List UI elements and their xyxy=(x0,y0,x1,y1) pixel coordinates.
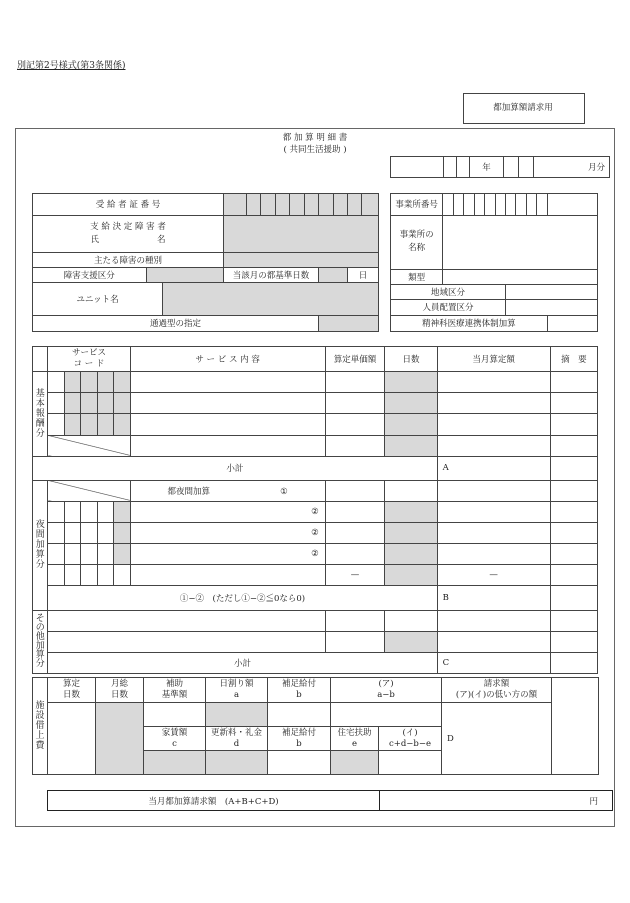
unit-price-cell[interactable] xyxy=(325,501,385,522)
aid-header xyxy=(144,678,206,703)
digit-cell[interactable] xyxy=(495,194,505,216)
type-label: 類型 xyxy=(391,269,443,284)
note-cell[interactable] xyxy=(550,372,597,393)
circle-1: ① xyxy=(280,486,288,497)
service-content-cell[interactable] xyxy=(48,610,325,631)
facility-table xyxy=(32,677,599,775)
daily-field[interactable] xyxy=(206,703,268,727)
digit-cell[interactable] xyxy=(347,194,361,216)
standard-days-field[interactable] xyxy=(319,268,348,283)
note-cell[interactable] xyxy=(550,565,597,586)
code-cell[interactable] xyxy=(114,501,130,522)
decided-person-text: 支 給 決 定 障 害 者 xyxy=(90,221,166,232)
digit-cell[interactable] xyxy=(485,194,495,216)
code-cell[interactable] xyxy=(81,565,97,586)
service-content-cell[interactable] xyxy=(130,435,325,456)
note-header: 摘 要 xyxy=(550,347,597,372)
month-label: 月分 xyxy=(534,157,610,178)
office-name-line-2: 名称 xyxy=(408,243,426,254)
rent-header xyxy=(144,727,206,751)
digit-cell[interactable] xyxy=(526,194,536,216)
digit-cell[interactable] xyxy=(275,194,289,216)
year-label: 年 xyxy=(470,157,504,178)
code-cell[interactable] xyxy=(48,523,64,544)
service-content-header: サ ー ビ ス 内 容 xyxy=(130,347,325,372)
code-cell[interactable] xyxy=(81,523,97,544)
days-cell[interactable] xyxy=(385,435,437,456)
other-section-label: そ の 他 加 算 分 xyxy=(33,610,48,673)
recipient-info-table xyxy=(32,193,379,332)
support-category-label: 障害支援区分 xyxy=(33,268,147,283)
digit-cell[interactable] xyxy=(246,194,260,216)
note-cell[interactable] xyxy=(550,652,597,673)
commuting-field[interactable] xyxy=(319,315,379,331)
a-header xyxy=(331,678,442,703)
digit-cell[interactable] xyxy=(464,194,474,216)
aid-line-2: 基準額 xyxy=(161,690,188,700)
basic-subtotal-mark: A xyxy=(437,456,550,480)
psych-field[interactable] xyxy=(547,315,597,331)
unit-price-cell[interactable] xyxy=(325,414,385,435)
code-cell[interactable] xyxy=(81,372,97,393)
amount-cell[interactable] xyxy=(437,435,550,456)
service-content-cell[interactable] xyxy=(130,565,325,586)
supp2-field[interactable] xyxy=(268,751,331,775)
unit-price-cell[interactable] xyxy=(325,631,385,652)
code-cell[interactable] xyxy=(114,523,130,544)
supp-line-1: 補足給付 xyxy=(281,679,316,689)
code-cell[interactable] xyxy=(64,501,80,522)
circle-2: ② xyxy=(130,523,325,544)
region-field[interactable] xyxy=(505,284,597,299)
name-char-2: 名 xyxy=(157,234,166,245)
code-cell[interactable] xyxy=(114,372,130,393)
form-subtitle: ( 共同生活援助 ) xyxy=(283,145,347,155)
days-header: 日数 xyxy=(385,347,437,372)
service-content-cell[interactable] xyxy=(130,393,325,414)
housing-line-2: e xyxy=(351,738,358,749)
i-header xyxy=(379,727,442,751)
office-name-field[interactable] xyxy=(443,215,598,269)
renew-field[interactable] xyxy=(206,751,268,775)
claim-line-2: (ア)(イ)の低い方の額 xyxy=(455,690,538,700)
digit-cell[interactable] xyxy=(537,194,547,216)
supp2-line-2: b xyxy=(296,738,302,749)
unit-price-cell[interactable] xyxy=(325,393,385,414)
amount-cell[interactable] xyxy=(437,523,550,544)
stamp-label: 都加算額請求用 xyxy=(493,103,553,113)
daily-header xyxy=(206,678,268,703)
code-cell[interactable] xyxy=(48,414,64,435)
supp2-header xyxy=(268,727,331,751)
total-label: 当月都加算請求額 (A+B+C+D) xyxy=(48,791,380,811)
night-item-label: 都夜間加算 xyxy=(167,486,211,497)
basic-section-label: 基 本 報 酬 分 xyxy=(33,372,48,457)
total-days-field[interactable] xyxy=(96,703,144,775)
yen-unit: 円 xyxy=(589,796,598,807)
main-disability-field[interactable] xyxy=(224,253,379,268)
date-cell[interactable] xyxy=(504,157,519,178)
code-cell[interactable] xyxy=(97,393,113,414)
office-name-line-1: 事業所の xyxy=(399,230,434,241)
a-line-2: a−b xyxy=(377,690,395,700)
digit-cell[interactable] xyxy=(290,194,304,216)
day-unit: 日 xyxy=(347,268,378,283)
staffing-label: 人員配置区分 xyxy=(391,300,506,315)
facility-section-label: 施 設 借 上 費 xyxy=(33,678,48,775)
days-cell[interactable] xyxy=(385,631,437,652)
service-content-cell[interactable] xyxy=(130,414,325,435)
type-field[interactable] xyxy=(443,269,598,284)
amount-cell[interactable] xyxy=(437,631,550,652)
days-cell[interactable] xyxy=(385,544,437,565)
total-amount-field[interactable] xyxy=(380,791,613,811)
code-cell[interactable] xyxy=(64,414,80,435)
total-days-line-2: 日数 xyxy=(110,690,128,700)
night-formula: ①−② (ただし①−②≦0なら0) xyxy=(48,586,437,610)
note-cell[interactable] xyxy=(552,678,599,775)
basic-subtotal-label: 小計 xyxy=(33,456,438,480)
office-no-label: 事業所番号 xyxy=(391,194,443,216)
amount-cell[interactable] xyxy=(437,480,550,501)
claim-header xyxy=(442,678,552,703)
rent-line-2: c xyxy=(172,738,177,749)
digit-cell[interactable] xyxy=(333,194,347,216)
name-char-1: 氏 xyxy=(90,234,100,245)
diagonal-cell xyxy=(48,435,130,456)
note-cell[interactable] xyxy=(550,523,597,544)
code-cell[interactable] xyxy=(48,565,64,586)
night-section-label: 夜 間 加 算 分 xyxy=(33,480,48,610)
renew-header xyxy=(206,727,268,751)
housing-header xyxy=(331,727,379,751)
support-category-field[interactable] xyxy=(146,268,223,283)
calc-days-line-2: 日数 xyxy=(62,690,80,700)
office-info-table xyxy=(390,193,598,332)
code-cell[interactable] xyxy=(114,565,130,586)
rent-line-1: 家賃額 xyxy=(161,727,188,738)
date-cell[interactable] xyxy=(444,157,457,178)
staffing-field[interactable] xyxy=(505,300,597,315)
code-cell[interactable] xyxy=(114,414,130,435)
date-cell[interactable] xyxy=(519,157,534,178)
unit-price-cell[interactable] xyxy=(325,523,385,544)
total-days-header xyxy=(96,678,144,703)
service-content-cell[interactable] xyxy=(130,372,325,393)
note-cell[interactable] xyxy=(550,501,597,522)
unit-name-field[interactable] xyxy=(163,283,379,315)
days-cell[interactable] xyxy=(385,610,437,631)
person-name-field[interactable] xyxy=(224,215,379,253)
a-line-1: (ア) xyxy=(378,679,394,689)
recipient-no-label: 受 給 者 証 番 号 xyxy=(33,194,224,216)
office-name-label xyxy=(391,215,443,269)
code-cell[interactable] xyxy=(48,501,64,522)
unit-price-header: 算定単価額 xyxy=(325,347,385,372)
code-cell[interactable] xyxy=(97,372,113,393)
name-label xyxy=(33,234,223,247)
amount-cell[interactable] xyxy=(437,610,550,631)
night-subtotal-mark: B xyxy=(437,586,550,610)
code-cell[interactable] xyxy=(97,565,113,586)
calc-days-line-1: 算定 xyxy=(62,679,80,689)
other-subtotal-mark: C xyxy=(437,652,550,673)
days-cell[interactable] xyxy=(385,480,437,501)
code-cell[interactable] xyxy=(81,393,97,414)
digit-cell[interactable] xyxy=(261,194,275,216)
unit-price-cell[interactable] xyxy=(325,480,385,501)
i-field[interactable] xyxy=(379,751,442,775)
date-cell[interactable] xyxy=(457,157,470,178)
code-cell[interactable] xyxy=(48,372,64,393)
digit-cell[interactable] xyxy=(224,194,247,216)
digit-cell[interactable] xyxy=(362,194,379,216)
supp-field[interactable] xyxy=(268,703,331,727)
claim-line-1: 請求額 xyxy=(483,679,510,689)
code-cell[interactable] xyxy=(64,523,80,544)
main-disability-label: 主たる障害の種別 xyxy=(33,253,224,268)
aid-line-1: 補助 xyxy=(165,679,183,689)
i-line-1: (イ) xyxy=(402,727,418,738)
code-cell[interactable] xyxy=(64,544,80,565)
daily-line-1: 日割り額 xyxy=(219,679,254,689)
psych-label: 精神科医療連携体制加算 xyxy=(391,315,548,331)
commuting-label: 通過型の指定 xyxy=(33,315,319,331)
days-cell[interactable] xyxy=(385,501,437,522)
code-cell[interactable] xyxy=(81,414,97,435)
code-cell[interactable] xyxy=(64,565,80,586)
amount-cell[interactable] xyxy=(437,501,550,522)
note-cell[interactable] xyxy=(550,586,597,610)
amount-cell[interactable] xyxy=(437,414,550,435)
note-cell[interactable] xyxy=(550,631,597,652)
days-cell[interactable] xyxy=(385,523,437,544)
region-label: 地域区分 xyxy=(391,284,506,299)
unit-name-label: ユニット名 xyxy=(33,283,163,315)
diagonal-cell xyxy=(48,480,130,501)
date-cell[interactable] xyxy=(391,157,444,178)
renew-line-2: d xyxy=(233,738,240,749)
a-field[interactable] xyxy=(331,703,442,727)
digit-cell[interactable] xyxy=(304,194,318,216)
total-table xyxy=(47,790,613,811)
code-cell[interactable] xyxy=(114,393,130,414)
other-subtotal-label: 小計 xyxy=(48,652,437,673)
decided-person-label xyxy=(33,215,224,253)
days-cell[interactable] xyxy=(385,565,437,586)
note-cell[interactable] xyxy=(550,544,597,565)
code-cell[interactable] xyxy=(64,372,80,393)
days-cell[interactable] xyxy=(385,414,437,435)
amount-cell[interactable] xyxy=(437,544,550,565)
housing-field[interactable] xyxy=(331,751,379,775)
digit-cell[interactable] xyxy=(505,194,515,216)
rent-field[interactable] xyxy=(144,751,206,775)
unit-price-cell[interactable] xyxy=(325,372,385,393)
unit-price-cell[interactable] xyxy=(325,435,385,456)
form-reference: 別記第2号様式(第3条関係) xyxy=(17,61,126,71)
digit-cell[interactable] xyxy=(547,194,597,216)
calc-days-field[interactable] xyxy=(48,703,96,775)
days-cell[interactable] xyxy=(385,393,437,414)
i-line-2: c+d−b−e xyxy=(388,738,432,749)
digit-cell[interactable] xyxy=(319,194,333,216)
supp2-line-1: 補足給付 xyxy=(281,727,316,738)
note-cell[interactable] xyxy=(550,480,597,501)
housing-line-1: 住宅扶助 xyxy=(337,727,372,738)
note-cell[interactable] xyxy=(550,435,597,456)
circle-2: ② xyxy=(130,501,325,522)
code-cell[interactable] xyxy=(97,544,113,565)
service-table xyxy=(32,346,598,674)
date-table xyxy=(390,156,610,178)
code-cell[interactable] xyxy=(64,393,80,414)
amount-header: 当月算定額 xyxy=(437,347,550,372)
calc-days-header xyxy=(48,678,96,703)
circle-2: ② xyxy=(130,544,325,565)
aid-field[interactable] xyxy=(144,703,206,727)
note-cell[interactable] xyxy=(550,456,597,480)
unit-price-cell[interactable] xyxy=(325,544,385,565)
night-item-cell xyxy=(130,480,325,501)
code-cell[interactable] xyxy=(97,414,113,435)
standard-days-label: 当該月の都基準日数 xyxy=(224,268,319,283)
supp-line-2: b xyxy=(296,690,302,700)
code-cell[interactable] xyxy=(81,544,97,565)
note-cell[interactable] xyxy=(550,414,597,435)
facility-claim-mark: D xyxy=(442,703,552,775)
code-cell[interactable] xyxy=(97,501,113,522)
digit-cell[interactable] xyxy=(443,194,453,216)
code-cell[interactable] xyxy=(48,544,64,565)
header-blank xyxy=(33,347,48,372)
amount-cell[interactable] xyxy=(437,372,550,393)
renew-line-1: 更新料・礼金 xyxy=(210,727,262,738)
note-cell[interactable] xyxy=(550,610,597,631)
code-cell[interactable] xyxy=(114,544,130,565)
days-cell[interactable] xyxy=(385,372,437,393)
digit-cell[interactable] xyxy=(453,194,463,216)
amount-cell[interactable] xyxy=(437,393,550,414)
code-cell[interactable] xyxy=(81,501,97,522)
code-cell[interactable] xyxy=(97,523,113,544)
service-code-line-1: サービス xyxy=(71,348,106,359)
code-cell[interactable] xyxy=(48,393,64,414)
supp-header xyxy=(268,678,331,703)
service-content-cell[interactable] xyxy=(48,631,325,652)
dash-cell: — xyxy=(325,565,385,586)
digit-cell[interactable] xyxy=(516,194,526,216)
dash-cell: — xyxy=(437,565,550,586)
daily-line-2: a xyxy=(233,690,240,700)
service-code-header xyxy=(48,347,130,372)
service-code-line-2: コ ー ド xyxy=(73,359,105,370)
digit-cell[interactable] xyxy=(474,194,484,216)
unit-price-cell[interactable] xyxy=(325,610,385,631)
note-cell[interactable] xyxy=(550,393,597,414)
total-days-line-1: 月総 xyxy=(110,679,128,689)
form-title: 都 加 算 明 細 書 xyxy=(282,133,348,143)
